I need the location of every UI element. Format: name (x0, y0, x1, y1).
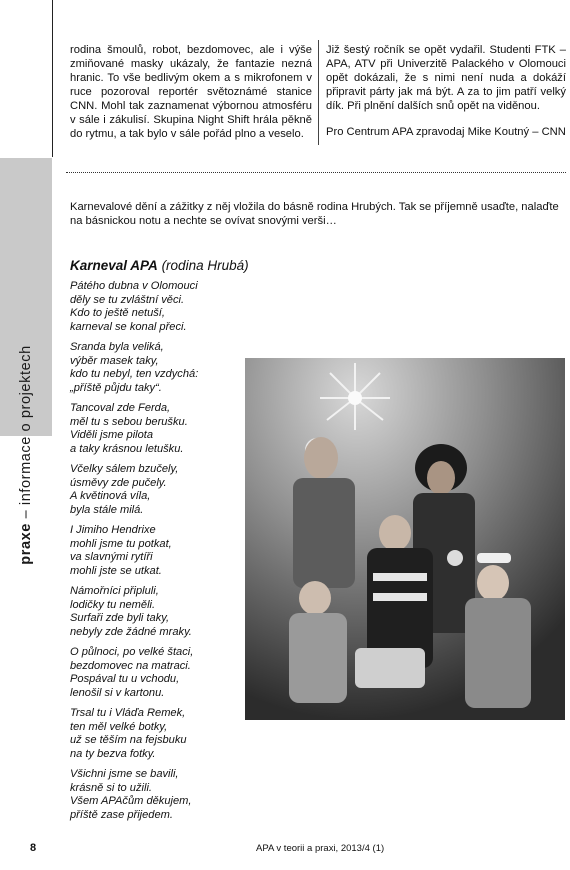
poem-line: výběr masek taky, (70, 354, 159, 367)
poem-line: Viděli jsme pilota (70, 429, 154, 441)
page-number: 8 (30, 842, 37, 854)
sidebar-rule (52, 0, 53, 157)
poem-line: Trsal tu i Vláďa Remek, (70, 707, 186, 719)
dotted-separator (66, 172, 566, 173)
poem-stanza (70, 280, 240, 334)
poem-line: Všichni jsme se bavili, (70, 768, 179, 780)
column-right-text: Již šestý ročník se opět vydařil. Studenti FTK – APA, ATV při Univerzitě Palackého v Olomouci opět dokázali, že s nimi není nuda a dokáží připravit párty jak má být. A za to jim patří velký dík. Při plnění dalších snů opět na viděnou. (326, 44, 566, 112)
poem-intro: Karnevalové dění a zážitky z něj vložila do básně rodina Hrubých. Tak se příjemně usaďte, nalaďte na básnickou notu a nechte se ovívat snovými verši… (70, 201, 559, 227)
poem-line: va slavnými rytíři (70, 551, 153, 563)
poem-line: měl tu s sebou berušku. (70, 415, 188, 428)
poem-stanza (70, 585, 240, 639)
poem-line: Sranda byla veliká, (70, 341, 164, 353)
poem-line: Námořníci připluli, (70, 585, 159, 597)
poem-author: (rodina Hrubá) (161, 258, 249, 273)
section-label-bold: praxe (18, 523, 34, 565)
poem-line: I Jimiho Hendrixe (70, 524, 156, 536)
section-tab (0, 158, 52, 565)
poem-line: karneval se konal přeci. (70, 320, 187, 333)
poem-stanza (70, 524, 240, 578)
article-column-right (326, 43, 566, 139)
poem-line: děly se tu zvláštní věci. (70, 293, 185, 306)
photo-illustration (245, 358, 565, 720)
poem-line: lodičky tu neměli. (70, 598, 156, 611)
poem-line: už se těším na fejsbuku (70, 734, 187, 746)
poem-line: na ty bezva fotky. (70, 747, 156, 760)
poem-line: mohli jste se utkat. (70, 564, 162, 577)
poem-line: Včelky sálem bzučely, (70, 463, 179, 475)
poem-line: Tancoval zde Ferda, (70, 402, 171, 414)
poem-stanza (70, 768, 240, 822)
poem-line: bezdomovec na matraci. (70, 659, 191, 672)
poem-line: krásně si to užili. (70, 781, 153, 794)
poem-line: Všem APAčům děkujem, (70, 795, 192, 807)
poem-line: Pátého dubna v Olomouci (70, 280, 198, 292)
journal-footer: APA v teorii a praxi, 2013/4 (1) (256, 843, 385, 854)
poem-line: Kdo to ještě netuší, (70, 307, 165, 319)
article-column-left (70, 43, 312, 141)
poem-line: A květinová víla, (70, 490, 151, 502)
poem-line: mohli jsme tu potkat, (70, 537, 172, 550)
poem-line: „příště půjdu taky“. (70, 381, 162, 394)
poem-stanza (70, 646, 240, 700)
poem-line: kdo tu nebyl, ten vzdychá: (70, 368, 199, 380)
poem-heading (70, 258, 249, 273)
section-label-rest: – informace o projektech (18, 345, 34, 524)
section-label (18, 345, 34, 565)
poem-stanza (70, 707, 240, 761)
poem-title: Karneval APA (70, 258, 158, 273)
poem-line: a taky krásnou letušku. (70, 442, 184, 455)
poem-body (70, 280, 240, 829)
poem-line: byla stále milá. (70, 503, 144, 516)
poem-line: příště zase přijedem. (70, 808, 173, 821)
column-divider (318, 40, 319, 145)
poem-stanza (70, 341, 240, 395)
poem-stanza (70, 402, 240, 456)
poem-line: O půlnoci, po velké štaci, (70, 646, 194, 658)
poem-stanza (70, 463, 240, 517)
poem-line: ten měl velké botky, (70, 720, 168, 733)
poem-line: úsměvy zde pučely. (70, 476, 167, 489)
poem-line: lenošil si v kartonu. (70, 686, 165, 699)
poem-line: Surfaři zde byli taky, (70, 612, 170, 624)
article-signature: Pro Centrum APA zpravodaj Mike Koutný – CNN (326, 126, 566, 138)
poem-line: nebyly zde žádné mraky. (70, 625, 192, 638)
carnival-photo (245, 358, 565, 720)
poem-line: Pospával tu u vchodu, (70, 673, 180, 685)
column-left-text: rodina šmoulů, robot, bezdomovec, ale i výše zmiňované masky ukázaly, že fantazie nezná hranic. To vše bedlivým okem a s mikrofonem v ruce pozoroval reportér světoznámé stanice CNN. Mohl tak zaznamenat výbornou atmosféru v sále i zákulisí. Skupina Night Shift hrála pěkně do rytmu, a tak bylo v sále pořád plno a veselo. (70, 44, 312, 140)
